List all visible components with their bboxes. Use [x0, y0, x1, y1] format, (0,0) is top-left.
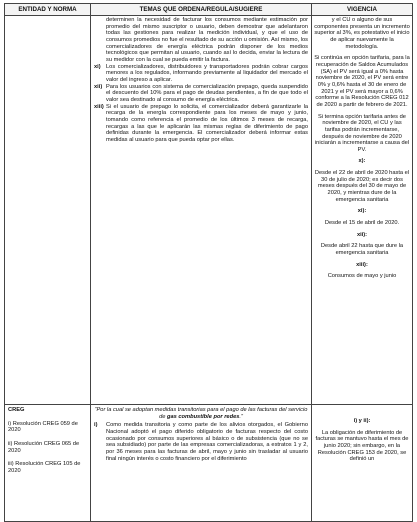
topic-item — [94, 104, 308, 144]
item-number: xii) — [94, 83, 103, 90]
header-entity: ENTIDAD Y NORMA — [5, 4, 91, 16]
table-row — [5, 16, 413, 405]
validity-paragraph: Consumos de mayo y junio — [327, 273, 397, 280]
validity-paragraph: Desde abril 22 hasta que dure la emergencia sanitaria — [320, 243, 404, 257]
topic-intro: determinen la necesidad de facturar los consumos mediante estimación por promedio del mismo suscriptor o usuario, deben demostrar que adelantaron todas las gestiones para realizar la medición individual, y que el uso de consumos promedios no fue el resultado de su acción u omisión. Así mismo, los comercializadores de energía eléctrica podrán disponer de los medios tecnológicos que permitan al usuario, cuando así lo decida, enviar la lectura de su medidor con la cual se pueda emitir la factura. — [106, 17, 308, 63]
item-number: xiii) — [94, 103, 104, 110]
validity-label: x): — [358, 158, 366, 165]
topics-cell — [91, 405, 312, 522]
validity-paragraph: y el CU o alguno de sus componentes presenta un incremento superior al 3%, es potestativo el inicio de aplicar nuevamente la metodología. — [314, 17, 410, 50]
validity-label: xiii): — [356, 261, 368, 268]
topic-item — [94, 422, 308, 462]
item-text: Si el usuario de prepago lo solicita, el comercializador deberá garantizarle la recarga de la energía correspondiente para los meses de mayo y junio, tomando como referencia el promedio de los últimos 3 meses de recarga, recargas a las que le aplicarán las mismas reglas de diferimiento de pago definidas durante la emergencia. El comercializador deberá informar estas medidas al usuario para que pueda optar por ellas. — [106, 103, 308, 143]
validity-label: xii): — [356, 231, 368, 238]
header-topics: TEMAS QUE ORDENA/REGULA/SUGIERE — [91, 4, 312, 16]
entity-cell-empty — [5, 16, 91, 405]
validity-label: xi): — [357, 208, 367, 215]
validity-paragraph: Desde el 15 de abril de 2020. — [324, 220, 400, 227]
quote-end: .” — [239, 413, 243, 420]
table-header-row — [5, 4, 413, 16]
regulation-table — [4, 3, 413, 522]
resolution-quote — [94, 407, 308, 420]
item-text: Como medida transitoria y como parte de los alivios otorgados, el Gobierno Nacional adoptó el pago diferido obligatorio de facturas respecto del costo ocasionado por consumos superiores al básico o de subsistencia (que no se sea subsidiado) por parte de las empresas comercializadoras, a estratos 1 y 2, por 36 meses para las facturas de abril, mayo y junio sin trasladar al usuario final ningún interés o costo financiero por el diferimiento — [106, 422, 308, 462]
norm-reference: i) Resolución CREG 059 de 2020 — [8, 420, 78, 434]
entity-name: CREG — [8, 407, 25, 413]
validity-cell — [312, 16, 413, 405]
topic-item — [94, 84, 308, 104]
validity-paragraph: La obligación de diferimiento de facturas se mantuvo hasta el mes de junio 2020; sin embargo, en la Resolución CREG 153 de 2020, se definió un — [315, 429, 409, 463]
validity-label: i) y ii): — [353, 418, 371, 424]
entity-cell — [5, 405, 91, 522]
item-number: xi) — [94, 63, 101, 70]
validity-paragraph: Si continúa en opción tarifaria, para la recuperación de Saldos Acumulados (SA) el PV será igual a 0% hasta noviembre de 2020, el PV será entre 0% y 0,6% hasta el 30 de enero de 2021 y el PV será mayor a 0,6% conforme a la Resolución CREG 012 de 2020 a partir de febrero de 2021. — [314, 55, 410, 108]
validity-paragraph: Desde el 22 de abril de 2020 hasta el 30 de julio de 2020; es decir dos meses después del 30 de mayo de 2020, y mientras dure de la emergencia sanitaria — [314, 170, 410, 203]
quote-bold: gas combustible por redes — [167, 413, 240, 420]
validity-cell — [312, 405, 413, 522]
quote-start: “Por la cual se adoptan medidas transitorias para el pago de las facturas del servicio de — [94, 407, 308, 420]
item-text: Para los usuarios con sistema de comercialización prepago, queda suspendido el descuento del 10% para el pago de deudas pendientes, a fin de que todo el valor sea destinado al consumo de energía eléctrica. — [106, 83, 308, 103]
topic-item — [94, 64, 308, 84]
table-row — [5, 405, 413, 522]
norm-reference: iii) Resolución CREG 105 de 2020 — [8, 461, 81, 474]
header-validity: VIGENCIA — [312, 4, 413, 16]
topics-cell — [91, 16, 312, 405]
item-number: i) — [94, 422, 98, 429]
norm-reference: ii) Resolución CREG 065 de 2020 — [8, 440, 80, 454]
validity-paragraph: Si termina opción tarifaria antes de noviembre de 2020, el CU y las tarifas podrán incrementarse, después de noviembre de 2020 iniciarán a incrementarse a causa del PV. — [314, 113, 410, 153]
item-text: Los comercializadores, distribuidores y transportadores podrán cobrar cargos menores a los regulados, informando previamente al liquidador del mercado el valor del ingreso a aplicar. — [106, 63, 308, 83]
